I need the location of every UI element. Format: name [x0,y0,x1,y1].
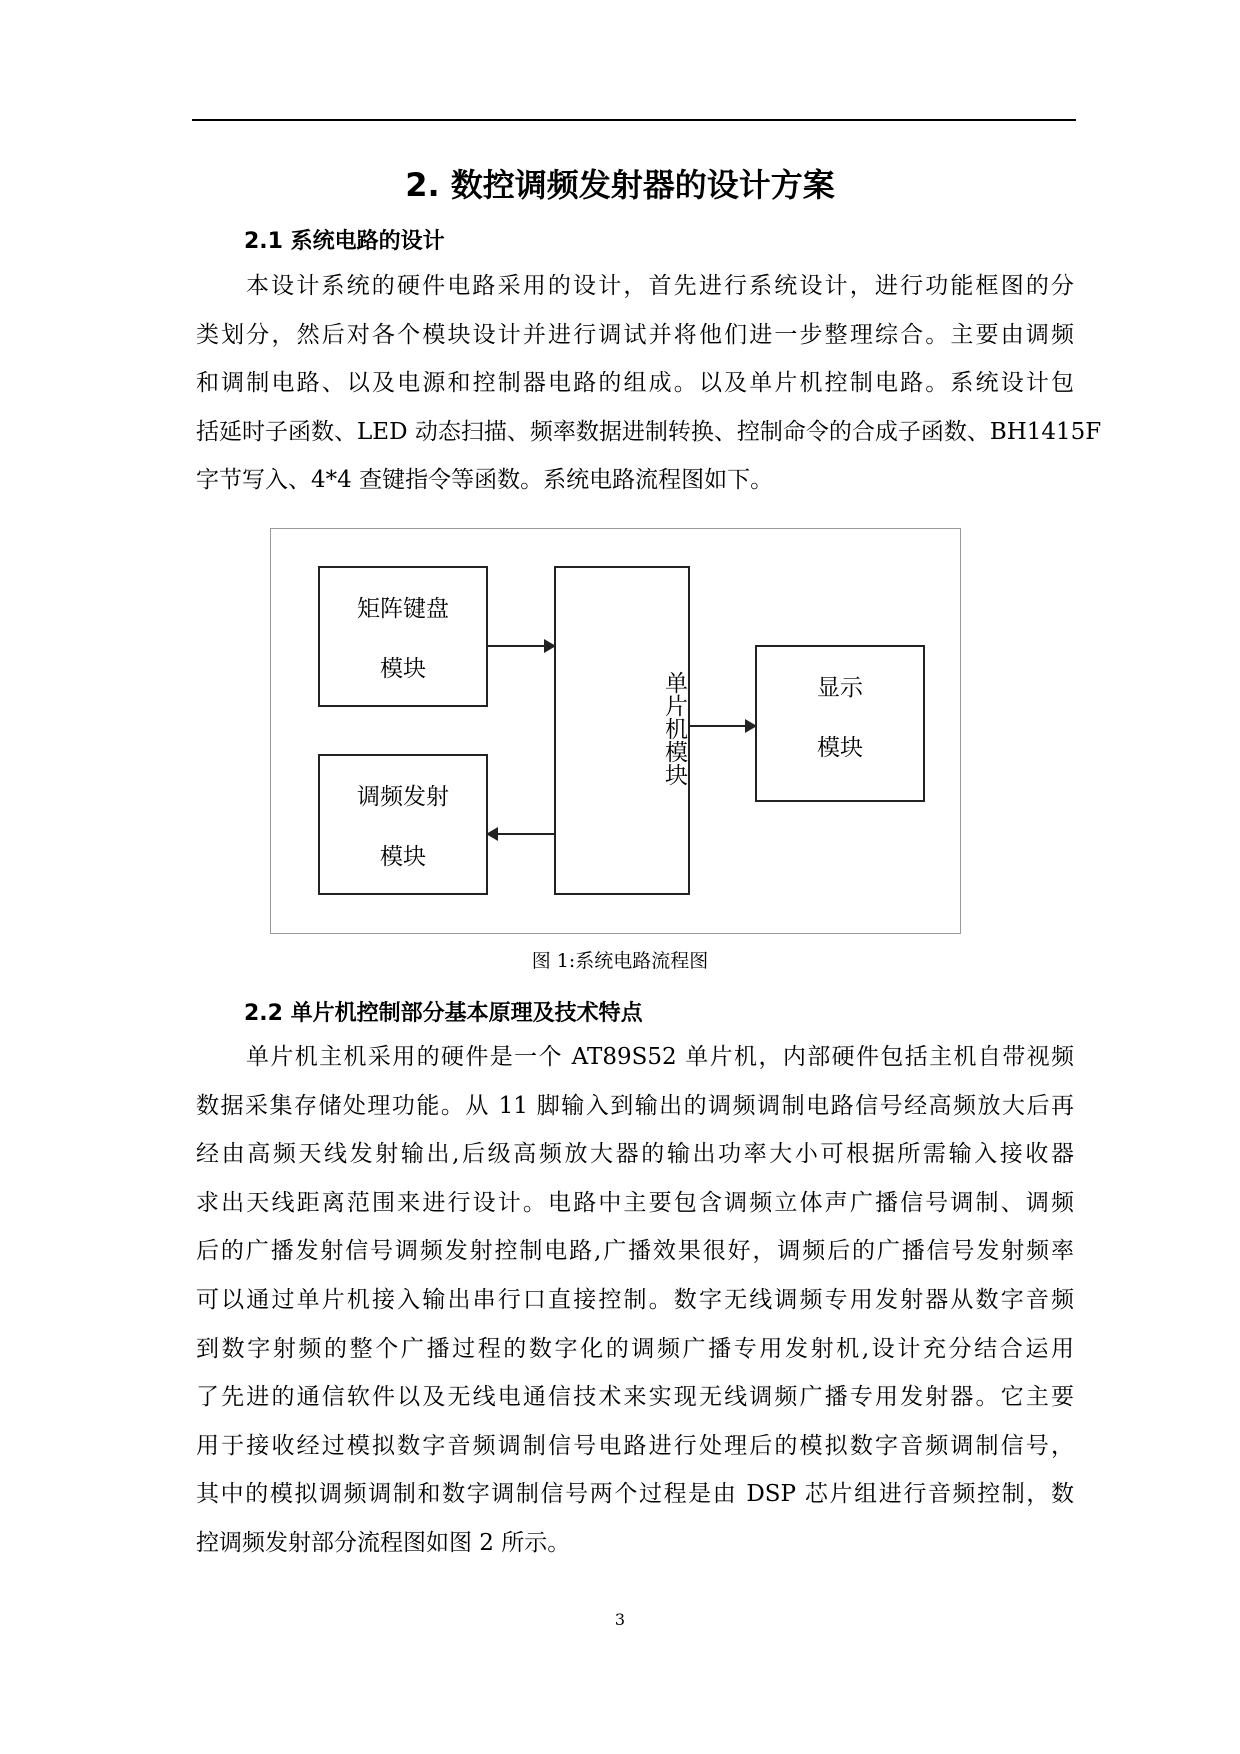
figure-caption: 图 1:系统电路流程图 [531,950,709,972]
section-heading-2-1: 2.1 系统电路的设计 [244,229,445,254]
arrow-keyboard-to-mcu [488,645,554,647]
text-line: 后的广播发射信号调频发射控制电路,广播效果很好，调频后的广播信号发射频率 [196,1238,1074,1265]
keyboard-module-block [318,566,488,707]
block-label: 调频发射 [357,784,449,810]
arrow-mcu-to-display [690,725,755,727]
section-heading-2-2: 2.2 单片机控制部分基本原理及技术特点 [244,1001,643,1026]
chapter-title: 2. 数控调频发射器的设计方案 [405,166,835,204]
page-number: 3 [614,1610,626,1629]
text-line: 类划分，然后对各个模块设计并进行调试并将他们进一步整理综合。主要由调频 [196,321,1074,348]
text-line: 单片机主机采用的硬件是一个 AT89S52 单片机，内部硬件包括主机自带视频 [246,1044,1074,1070]
text-line: 其中的模拟调频调制和数字调制信号两个过程是由 DSP 芯片组进行音频控制，数 [196,1481,1074,1508]
section-2-1-paragraph [196,262,1102,505]
block-label: 模块 [380,844,426,870]
text-line: 括延时子函数、LED 动态扫描、频率数据进制转换、控制命令的合成子函数、BH1415F [196,418,1102,445]
header-rule [192,119,1076,121]
text-line: 可以通过单片机接入输出串行口直接控制。数字无线调频专用发射器从数字音频 [196,1286,1074,1313]
text-line: 了先进的通信软件以及无线电通信技术来实现无线调频广播专用发射器。它主要 [196,1384,1074,1411]
text-line: 数据采集存储处理功能。从 11 脚输入到输出的调频调制电路信号经高频放大后再 [196,1092,1074,1119]
text-line: 经由高频天线发射输出,后级高频放大器的输出功率大小可根据所需输入接收器 [196,1141,1074,1168]
block-label: 模块 [380,656,426,682]
text-line: 和调制电路、以及电源和控制器电路的组成。以及单片机控制电路。系统设计包 [196,370,1074,397]
system-flow-diagram [270,528,961,934]
text-line: 字节写入、4*4 查键指令等函数。系统电路流程图如下。 [196,467,774,494]
arrow-mcu-to-transmitter [488,833,554,835]
text-line: 本设计系统的硬件电路采用的设计，首先进行系统设计，进行功能框图的分 [246,273,1074,299]
block-label: 矩阵键盘 [357,596,449,622]
block-label: 单片机模块 [661,670,687,786]
text-line: 到数字射频的整个广播过程的数字化的调频广播专用发射机,设计充分结合运用 [196,1335,1074,1362]
block-label: 模块 [817,735,863,761]
text-line: 控调频发射部分流程图如图 2 所示。 [196,1529,571,1556]
block-label: 显示 [817,675,863,701]
mcu-module-block [554,566,690,895]
text-line: 求出天线距离范围来进行设计。电路中主要包含调频立体声广播信号调制、调频 [196,1189,1074,1216]
display-module-block [755,645,925,802]
text-line: 用于接收经过模拟数字音频调制信号电路进行处理后的模拟数字音频调制信号， [196,1432,1074,1459]
section-2-2-paragraph [196,1033,1074,1568]
fm-transmitter-module-block [318,754,488,895]
